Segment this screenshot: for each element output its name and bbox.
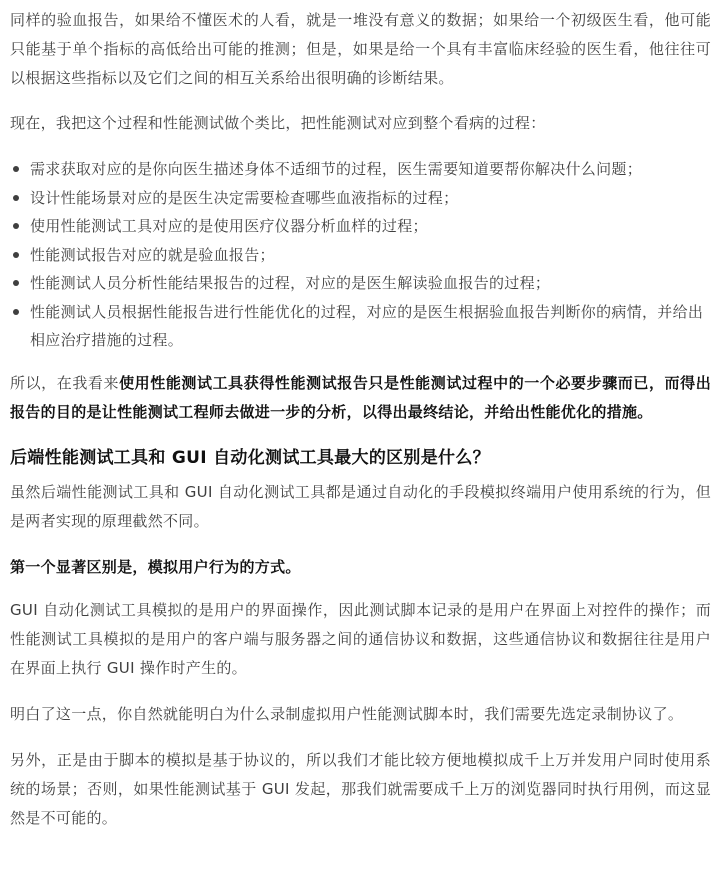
bullet-dot-icon: [13, 195, 19, 201]
paragraph-concurrency: 另外，正是由于脚本的模拟是基于协议的，所以我们才能比较方便地模拟成千上万并发用户同时使用系统的场景；否则，如果性能测试基于 GUI 发起，那我们就需要成千上万的浏览器同时执行用例，而这显然是不可能的。: [10, 750, 711, 827]
paragraph-difference-intro: 虽然后端性能测试工具和 GUI 自动化测试工具都是通过自动化的手段模拟终端用户使用系统的行为，但是两者实现的原理截然不同。: [10, 482, 711, 530]
bullet-dot-icon: [13, 223, 19, 229]
bullet-text: 性能测试人员分析性能结果报告的过程，对应的是医生解读验血报告的过程；: [30, 274, 551, 292]
bullet-item-scenario-design: [10, 184, 711, 213]
bullet-dot-icon: [13, 280, 19, 286]
conclusion-emphasis: 使用性能测试工具获得性能测试报告只是性能测试过程中的一个必要步骤而已，而得出报告的目的是让性能测试工程师去做进一步的分析，以得出最终结论，并给出性能优化的措施。: [10, 373, 711, 421]
bullet-dot-icon: [13, 166, 19, 172]
first-difference-subheading: 第一个显著区别是，模拟用户行为的方式。: [10, 557, 301, 576]
bullet-dot-icon: [13, 309, 19, 315]
conclusion-prefix: 所以，在我看来: [10, 373, 120, 392]
bullet-item-test-report: [10, 241, 711, 270]
bullet-item-tool-usage: [10, 212, 711, 241]
bullet-text: 性能测试报告对应的就是验血报告；: [30, 245, 275, 264]
bullet-item-optimization: [10, 298, 711, 355]
paragraph-recording-protocol: 明白了这一点，你自然就能明白为什么录制虚拟用户性能测试脚本时，我们需要先选定录制协议了。: [10, 704, 684, 723]
bullet-item-requirements: [10, 155, 711, 184]
section-heading: 后端性能测试工具和 GUI 自动化测试工具最大的区别是什么？: [10, 447, 490, 468]
bullet-text: 性能测试人员根据性能报告进行性能优化的过程，对应的是医生根据验血报告判断你的病情，并给出相应治疗措施的过程。: [30, 302, 704, 349]
analogy-bullet-list: [10, 155, 711, 355]
bullet-dot-icon: [13, 252, 19, 258]
paragraph-analogy-intro: 现在，我把这个过程和性能测试做个类比，把性能测试对应到整个看病的过程：: [10, 114, 546, 132]
paragraph-conclusion: [10, 369, 711, 427]
paragraph-blood-test-report: 同样的验血报告，如果给不懂医术的人看，就是一堆没有意义的数据；如果给一个初级医生看，他可能只能基于单个指标的高低给出可能的推测；但是，如果是给一个具有丰富临床经验的医生看，他往往可以根据这些指标以及它们之间的相互关系给出很明确的诊断结果。: [10, 11, 711, 87]
paragraph-gui-vs-protocol: GUI 自动化测试工具模拟的是用户的界面操作，因此测试脚本记录的是用户在界面上对控件的操作；而性能测试工具模拟的是用户的客户端与服务器之间的通信协议和数据，这些通信协议和数据往往是用户在界面上执行 GUI 操作时产生的。: [10, 600, 711, 677]
bullet-text: 设计性能场景对应的是医生决定需要检查哪些血液指标的过程；: [30, 188, 459, 207]
bullet-text: 使用性能测试工具对应的是使用医疗仪器分析血样的过程；: [30, 217, 428, 235]
bullet-text: 需求获取对应的是你向医生描述身体不适细节的过程，医生需要知道要帮你解决什么问题；: [30, 160, 643, 178]
bullet-item-result-analysis: [10, 269, 711, 298]
